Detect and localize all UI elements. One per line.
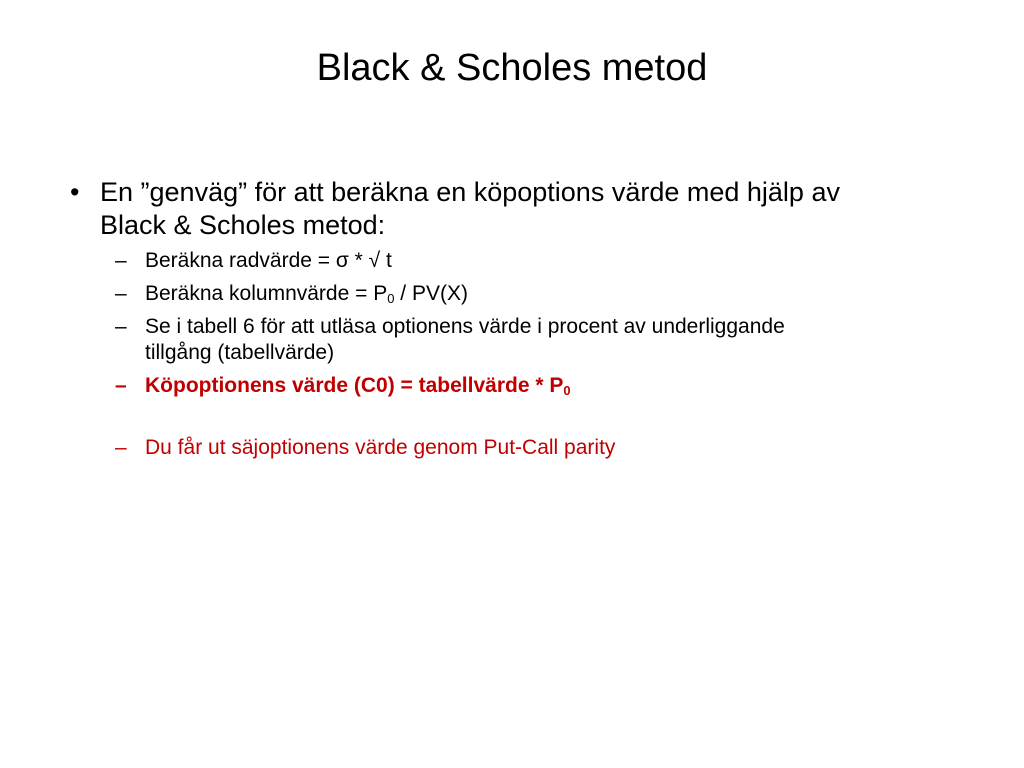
sub-list: [70, 248, 970, 461]
sub-item-text-after: / PV(X): [394, 282, 468, 305]
slide-title: Black & Scholes metod: [316, 47, 708, 89]
sub-item-text: Beräkna radvärde = σ * √ t: [145, 249, 392, 272]
dash-marker: –: [115, 436, 127, 459]
dash-marker: –: [115, 249, 127, 272]
sub-item-radvarde: [70, 248, 970, 274]
sub-item-kopoption-varde: [70, 373, 970, 399]
subscript: 0: [387, 291, 395, 306]
dash-marker: –: [115, 315, 127, 338]
main-bullet-text-line2: Black & Scholes metod:: [100, 210, 386, 240]
subscript: 0: [563, 383, 571, 398]
sub-item-text: Köpoptionens värde (C0) = tabellvärde * P: [145, 374, 564, 397]
sub-item-text-line2: tillgång (tabellvärde): [145, 341, 335, 364]
sub-item-text: Du får ut säjoptionens värde genom Put-Call parity: [145, 436, 616, 459]
sub-item-tabell: [70, 314, 970, 366]
sub-item-kolumnvarde: [70, 281, 970, 307]
bullet-marker: •: [70, 177, 80, 207]
sub-item-text-line1: Se i tabell 6 för att utläsa optionens värde i procent av underliggande: [145, 315, 785, 338]
main-bullet-text-line1: En ”genväg” för att beräkna en köpoptions värde med hjälp av: [100, 177, 840, 207]
slide-body: [70, 176, 970, 468]
sub-item-put-call: [70, 435, 970, 461]
sub-item-text: Beräkna kolumnvärde = P: [145, 282, 388, 305]
dash-marker: –: [115, 282, 127, 305]
main-bullet: [70, 176, 970, 242]
dash-marker: –: [115, 374, 127, 397]
